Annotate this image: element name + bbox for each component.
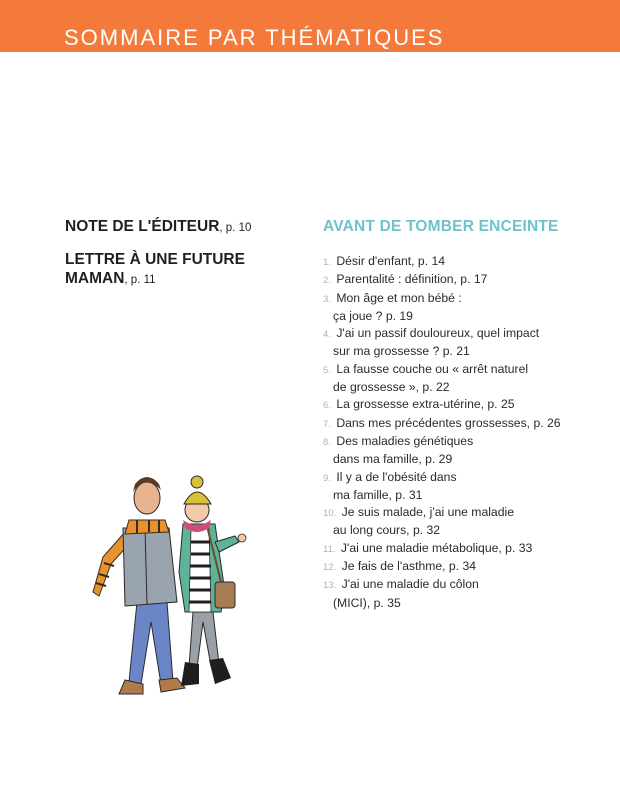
toc-item[interactable] bbox=[323, 504, 583, 540]
toc-item-text: Parentalité : définition, p. 17 bbox=[336, 272, 488, 287]
toc-item-number: 3. bbox=[323, 293, 331, 305]
toc-item-number: 6. bbox=[323, 400, 331, 412]
toc-item-text: Je fais de l'asthme, p. 34 bbox=[341, 559, 477, 574]
toc-item[interactable] bbox=[323, 253, 583, 271]
header-banner bbox=[0, 0, 620, 52]
toc-item[interactable] bbox=[323, 325, 583, 361]
toc-item[interactable] bbox=[323, 396, 583, 414]
toc-item-text: La fausse couche ou « arrêt naturel bbox=[336, 361, 529, 376]
toc-item-number: 8. bbox=[323, 436, 331, 448]
toc-item-number: 2. bbox=[323, 275, 331, 287]
toc-item-text: Mon âge et mon bébé : bbox=[336, 290, 462, 305]
toc-item-line bbox=[323, 469, 583, 487]
toc-item-text: Dans mes précédentes grossesses, p. 26 bbox=[336, 415, 561, 430]
toc-item-number: 12. bbox=[323, 562, 337, 574]
entry-page: , p. 10 bbox=[219, 222, 252, 234]
toc-item-line bbox=[323, 325, 583, 343]
toc-item-line bbox=[323, 576, 583, 594]
toc-item-text: Je suis malade, j'ai une maladie bbox=[341, 505, 514, 520]
toc-item-line bbox=[323, 396, 583, 414]
toc-item-line bbox=[323, 253, 583, 271]
toc-item[interactable] bbox=[323, 361, 583, 397]
entry-title: LETTRE À UNE FUTURE MAMAN bbox=[65, 251, 245, 287]
toc-item-number: 1. bbox=[323, 257, 331, 268]
toc-item-text: J'ai une maladie métabolique, p. 33 bbox=[340, 540, 533, 555]
toc-item[interactable] bbox=[323, 576, 583, 612]
toc-item-line bbox=[323, 504, 583, 522]
toc-item-line bbox=[323, 361, 583, 379]
toc-item-line bbox=[323, 558, 583, 576]
front-matter bbox=[65, 217, 265, 302]
toc-item-number: 10. bbox=[323, 508, 337, 520]
toc-entry-lettre[interactable] bbox=[65, 250, 265, 290]
toc-item-number: 9. bbox=[323, 472, 331, 484]
toc-item-text-continued: (MICI), p. 35 bbox=[333, 595, 401, 610]
toc-item[interactable] bbox=[323, 540, 583, 558]
entry-title: NOTE DE L'ÉDITEUR bbox=[65, 218, 220, 235]
entry-page: , p. 11 bbox=[124, 274, 156, 286]
toc-item-line bbox=[323, 540, 583, 558]
toc-item[interactable] bbox=[323, 558, 583, 576]
toc-item-number: 7. bbox=[323, 418, 331, 430]
toc-item-line bbox=[323, 271, 583, 289]
toc-item-number: 11. bbox=[323, 543, 336, 555]
toc-item-text-continued: de grossesse », p. 22 bbox=[333, 380, 450, 395]
toc-item-number: 4. bbox=[323, 329, 331, 341]
toc-item-text: Des maladies génétiques bbox=[336, 433, 474, 448]
toc-item-text: La grossesse extra-utérine, p. 25 bbox=[336, 397, 515, 412]
toc-item-text: J'ai une maladie du côlon bbox=[341, 577, 479, 592]
toc-item-text-continued: ma famille, p. 31 bbox=[333, 487, 423, 502]
toc-item[interactable] bbox=[323, 290, 583, 326]
walking-couple-illustration bbox=[85, 462, 255, 717]
section-heading: AVANT DE TOMBER ENCEINTE bbox=[323, 218, 559, 235]
toc-item-text: Désir d'enfant, p. 14 bbox=[336, 254, 446, 268]
toc-item-text-continued: au long cours, p. 32 bbox=[333, 523, 441, 538]
page-title: SOMMAIRE PAR THÉMATIQUES bbox=[64, 25, 445, 50]
toc-item-text-continued: ça joue ? p. 19 bbox=[333, 308, 413, 323]
toc-item-number: 5. bbox=[323, 364, 331, 376]
toc-item-text: Il y a de l'obésité dans bbox=[336, 469, 457, 484]
toc-list bbox=[323, 253, 583, 612]
toc-item[interactable] bbox=[323, 271, 583, 289]
toc-item-number: 13. bbox=[323, 580, 337, 592]
section-avant-enceinte bbox=[323, 218, 583, 612]
toc-entry-note-editeur[interactable] bbox=[65, 217, 265, 238]
toc-item-text: J'ai un passif douloureux, quel impact bbox=[336, 326, 540, 341]
toc-item[interactable] bbox=[323, 469, 583, 505]
toc-item[interactable] bbox=[323, 433, 583, 469]
toc-item-line bbox=[323, 415, 583, 433]
toc-item-line bbox=[323, 290, 583, 308]
toc-item-line bbox=[323, 433, 583, 451]
toc-item-text-continued: sur ma grossesse ? p. 21 bbox=[333, 344, 470, 359]
toc-item[interactable] bbox=[323, 415, 583, 433]
toc-item-text-continued: dans ma famille, p. 29 bbox=[333, 452, 453, 467]
